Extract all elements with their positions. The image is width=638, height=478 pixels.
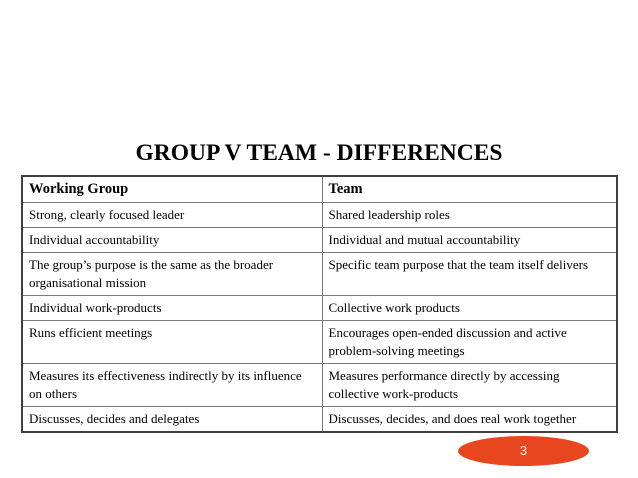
team-cell: Encourages open-ended discussion and active problem-solving meetings bbox=[322, 321, 617, 364]
table-row bbox=[22, 364, 617, 407]
working-group-cell: The group’s purpose is the same as the broader organisational mission bbox=[22, 253, 322, 296]
comparison-table bbox=[21, 175, 618, 433]
table-row bbox=[22, 253, 617, 296]
working-group-cell: Measures its effectiveness indirectly by its influence on others bbox=[22, 364, 322, 407]
header-team: Team bbox=[322, 176, 617, 203]
working-group-cell: Individual work-products bbox=[22, 296, 322, 321]
working-group-cell: Runs efficient meetings bbox=[22, 321, 322, 364]
team-cell: Collective work products bbox=[322, 296, 617, 321]
slide-title: GROUP V TEAM - DIFFERENCES bbox=[135, 140, 503, 166]
team-cell: Specific team purpose that the team itself delivers bbox=[322, 253, 617, 296]
working-group-cell: Discusses, decides and delegates bbox=[22, 407, 322, 433]
page-number-badge: 3 bbox=[458, 436, 589, 466]
team-cell: Shared leadership roles bbox=[322, 203, 617, 228]
table-row bbox=[22, 228, 617, 253]
team-cell: Measures performance directly by accessing collective work-products bbox=[322, 364, 617, 407]
table-row bbox=[22, 321, 617, 364]
header-working-group: Working Group bbox=[22, 176, 322, 203]
table-header-row bbox=[22, 176, 617, 203]
team-cell: Individual and mutual accountability bbox=[322, 228, 617, 253]
team-cell: Discusses, decides, and does real work together bbox=[322, 407, 617, 433]
table-row bbox=[22, 407, 617, 433]
table-row bbox=[22, 296, 617, 321]
table-row bbox=[22, 203, 617, 228]
working-group-cell: Strong, clearly focused leader bbox=[22, 203, 322, 228]
working-group-cell: Individual accountability bbox=[22, 228, 322, 253]
